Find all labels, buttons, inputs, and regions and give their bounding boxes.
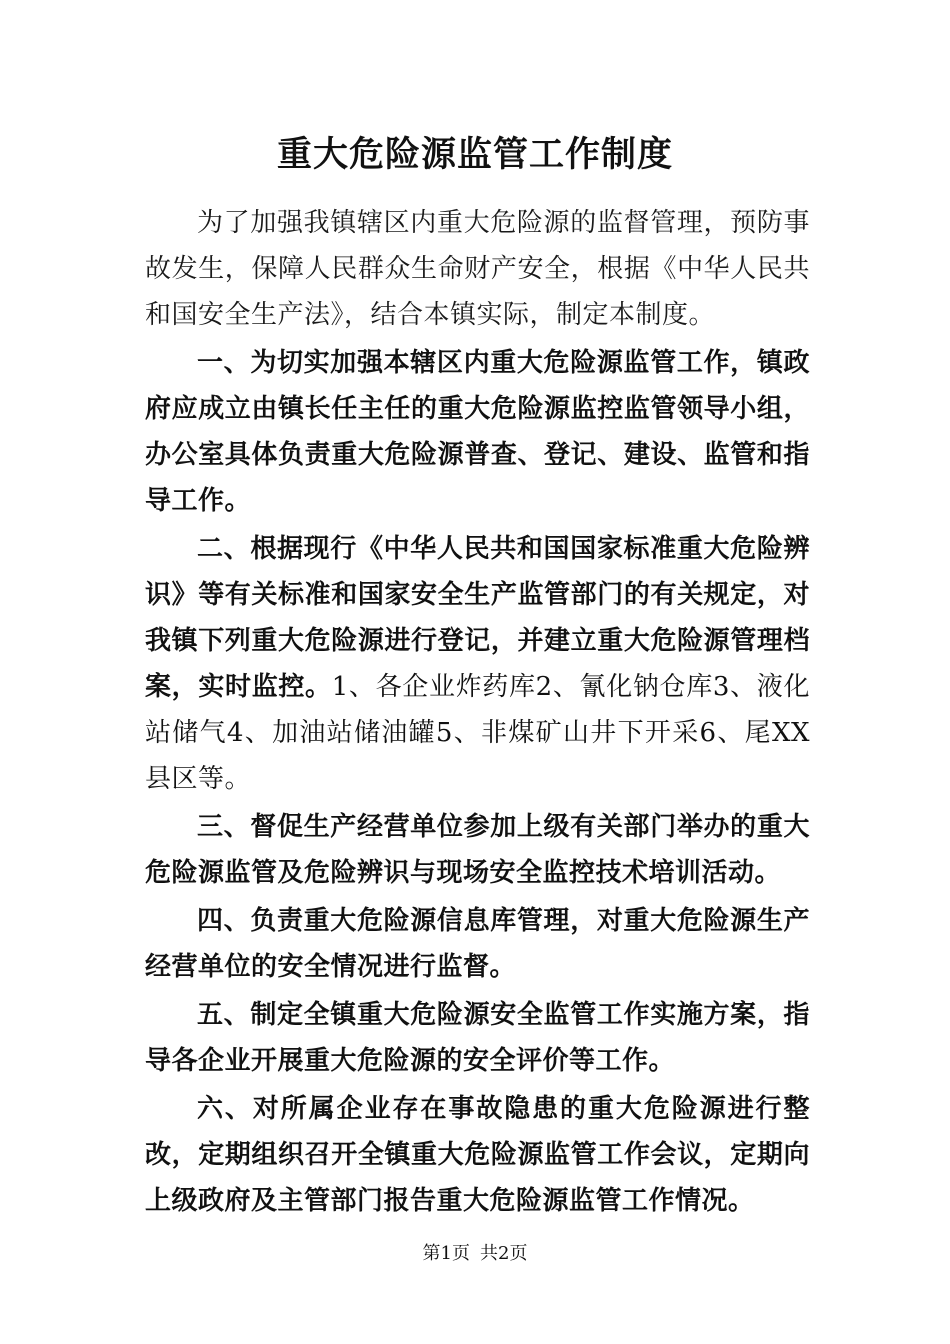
clause-2-text: 二、根据现行《中华人民共和国国家标准重大危险辨识》等有关标准和国家安全生产监管部门的有关规定，对我镇下列重大危险源进行登记，并建立重大危险源管理档案，实时监控。 xyxy=(145,534,810,702)
clause-2-paragraph xyxy=(145,526,810,802)
clause-2-list: 1、各企业炸药库2、氰化钠仓库3、液化站储气4、加油站储油罐5、非煤矿山井下开采6、尾XX县区等。 xyxy=(145,672,810,794)
page-number: 第1页 xyxy=(422,1243,470,1264)
page-total: 共2页 xyxy=(480,1243,528,1264)
document-title: 重大危险源监管工作制度 xyxy=(276,134,673,175)
clause-6-paragraph: 六、对所属企业存在事故隐患的重大危险源进行整改，定期组织召开全镇重大危险源监管工作会议，定期向上级政府及主管部门报告重大危险源监管工作情况。 xyxy=(145,1094,810,1216)
clause-1-paragraph: 一、为切实加强本辖区内重大危险源监管工作，镇政府应成立由镇长任主任的重大危险源监控监管领导小组，办公室具体负责重大危险源普查、登记、建设、监管和指导工作。 xyxy=(145,348,810,516)
clause-4-paragraph: 四、负责重大危险源信息库管理，对重大危险源生产经营单位的安全情况进行监督。 xyxy=(145,906,810,982)
clause-3-paragraph: 三、督促生产经营单位参加上级有关部门举办的重大危险源监管及危险辨识与现场安全监控技术培训活动。 xyxy=(145,812,810,888)
page-footer xyxy=(0,1242,950,1266)
intro-paragraph: 为了加强我镇辖区内重大危险源的监督管理，预防事故发生，保障人民群众生命财产安全，根据《中华人民共和国安全生产法》，结合本镇实际，制定本制度。 xyxy=(145,208,810,330)
clause-5-paragraph: 五、制定全镇重大危险源安全监管工作实施方案，指导各企业开展重大危险源的安全评价等工作。 xyxy=(145,1000,810,1076)
document-body xyxy=(145,200,810,1226)
